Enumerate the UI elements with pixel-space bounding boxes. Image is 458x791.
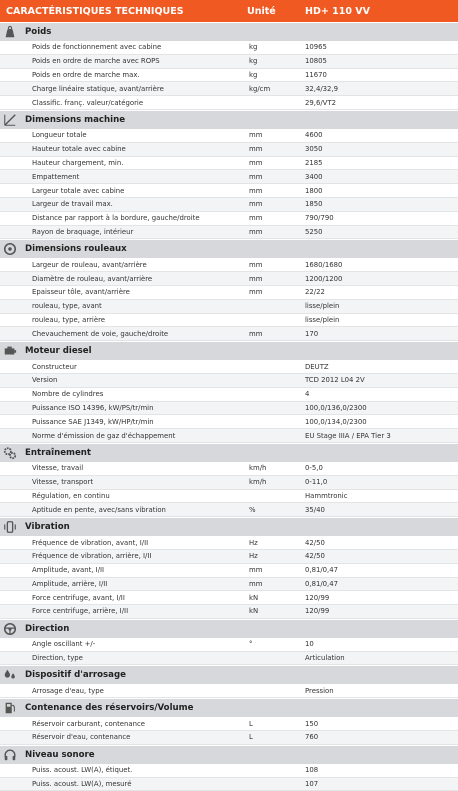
table-row (0, 684, 458, 698)
spec-label: Largeur de rouleau, avant/arrière (32, 260, 147, 269)
spec-value: 100,0/136,0/2300 (305, 403, 367, 412)
spec-value: 1680/1680 (305, 260, 343, 269)
section-title: Dispositif d'arrosage (25, 670, 126, 681)
spec-value: 3400 (305, 172, 323, 181)
spec-unit: mm (249, 329, 263, 338)
table-row (0, 69, 458, 83)
table-row (0, 184, 458, 198)
table-row (0, 314, 458, 328)
section-dimensions-rouleaux (0, 239, 458, 258)
section-rows (0, 536, 458, 619)
spec-value: 107 (305, 780, 319, 789)
table-row (0, 272, 458, 286)
spec-label: Puissance SAE J1349, kW/HP/tr/min (32, 417, 154, 426)
table-row (0, 388, 458, 402)
spec-label: Vitesse, travail (32, 464, 84, 473)
spec-value: 4600 (305, 131, 323, 140)
section-title: Vibration (25, 522, 70, 533)
spec-label: Aptitude en pente, avec/sans vibration (32, 505, 166, 514)
spec-label: Version (32, 376, 58, 385)
table-row (0, 476, 458, 490)
spec-value: 10805 (305, 57, 327, 66)
spec-label: Rayon de braquage, intérieur (32, 227, 134, 236)
table-row (0, 96, 458, 110)
spec-value: 0-5,0 (305, 464, 323, 473)
section-rows (0, 360, 458, 443)
spec-value: 10965 (305, 43, 327, 52)
table-row (0, 536, 458, 550)
spec-label: Nombre de cylindres (32, 390, 104, 399)
spec-unit: mm (249, 260, 263, 269)
spec-unit: mm (249, 145, 263, 154)
section-rows (0, 638, 458, 666)
spec-value: 1850 (305, 200, 323, 209)
table-row (0, 82, 458, 96)
header-model: HD+ 110 VV (305, 5, 370, 17)
spec-unit: kN (249, 593, 259, 602)
section-title: Direction (25, 623, 70, 634)
spec-unit: mm (249, 131, 263, 140)
spec-label: Longueur totale (32, 131, 87, 140)
spec-unit: Hz (249, 552, 258, 561)
weight-icon (0, 23, 20, 41)
table-row (0, 550, 458, 564)
header-title: CARACTÉRISTIQUES TECHNIQUES (6, 5, 184, 17)
spec-unit: km/h (249, 464, 267, 473)
spec-label: Charge linéaire statique, avant/arrière (32, 84, 164, 93)
table-header (0, 0, 458, 22)
section-rows (0, 41, 458, 110)
table-row (0, 198, 458, 212)
spec-value: 0,81/0,47 (305, 566, 339, 575)
table-row (0, 429, 458, 443)
spec-label: Largeur de travail max. (32, 200, 113, 209)
spec-value: Hammtronic (305, 491, 348, 500)
table-row (0, 286, 458, 300)
section-entrainement (0, 443, 458, 462)
spec-unit: mm (249, 227, 263, 236)
vibration-icon (0, 518, 20, 536)
table-row (0, 129, 458, 143)
spec-unit: ° (249, 640, 253, 649)
spec-unit: mm (249, 158, 263, 167)
table-row (0, 415, 458, 429)
section-rows (0, 258, 458, 341)
spec-unit: mm (249, 274, 263, 283)
spec-unit: L (249, 719, 253, 728)
section-title: Contenance des réservoirs/Volume (25, 703, 194, 714)
spec-value: 120/99 (305, 593, 330, 602)
section-rows (0, 129, 458, 239)
section-rows (0, 462, 458, 517)
spec-label: Diamètre de rouleau, avant/arrière (32, 274, 153, 283)
spec-value: 170 (305, 329, 319, 338)
spec-label: Hauteur totale avec cabine (32, 145, 126, 154)
spec-value: lisse/plein (305, 315, 340, 324)
ruler-icon (0, 111, 20, 129)
section-rows (0, 684, 458, 698)
spec-label: Régulation, en continu (32, 491, 110, 500)
spec-label: Vitesse, transport (32, 478, 94, 487)
section-niveau-sonore (0, 745, 458, 764)
table-row (0, 143, 458, 157)
spec-unit: kg (249, 57, 258, 66)
spec-value: 11670 (305, 70, 327, 79)
table-row (0, 170, 458, 184)
table-row (0, 402, 458, 416)
table-row (0, 55, 458, 69)
section-title: Niveau sonore (25, 749, 95, 760)
section-poids (0, 22, 458, 41)
spec-value: 42/50 (305, 552, 325, 561)
section-title: Dimensions rouleaux (25, 244, 127, 255)
section-direction (0, 619, 458, 638)
spec-label: Angle oscillant +/- (32, 640, 96, 649)
spec-value: 3050 (305, 145, 323, 154)
spec-value: 0-11,0 (305, 478, 328, 487)
table-row (0, 638, 458, 652)
spec-value: 120/99 (305, 607, 330, 616)
spec-label: Constructeur (32, 362, 77, 371)
spec-value: 35/40 (305, 505, 325, 514)
spec-unit: L (249, 733, 253, 742)
table-row (0, 360, 458, 374)
spec-value: EU Stage IIIA / EPA Tier 3 (305, 431, 391, 440)
spec-unit: kg (249, 70, 258, 79)
spec-label: Force centrifuge, avant, I/II (32, 593, 125, 602)
spec-label: Direction, type (32, 654, 83, 663)
table-row (0, 591, 458, 605)
table-row (0, 652, 458, 666)
table-row (0, 41, 458, 55)
spec-label: rouleau, type, arrière (32, 315, 106, 324)
table-row (0, 564, 458, 578)
spec-value: 150 (305, 719, 319, 728)
spec-unit: Hz (249, 538, 258, 547)
water-drops-icon (0, 666, 20, 684)
spec-value: 5250 (305, 227, 323, 236)
spec-label: Chevauchement de voie, gauche/droite (32, 329, 169, 338)
section-rows (0, 764, 458, 791)
section-title: Moteur diesel (25, 346, 92, 357)
spec-label: Largeur totale avec cabine (32, 186, 125, 195)
spec-unit: kg (249, 43, 258, 52)
table-row (0, 258, 458, 272)
table-row (0, 212, 458, 226)
engine-icon (0, 342, 20, 360)
drum-icon (0, 240, 20, 258)
spec-unit: mm (249, 172, 263, 181)
spec-value: 760 (305, 733, 319, 742)
spec-value: 4 (305, 390, 310, 399)
spec-value: lisse/plein (305, 302, 340, 311)
section-title: Poids (25, 27, 52, 37)
section-title: Dimensions machine (25, 114, 126, 125)
section-dispositif-d-arrosage (0, 665, 458, 684)
spec-unit: km/h (249, 478, 267, 487)
spec-label: Réservoir carburant, contenance (32, 719, 145, 728)
section-vibration (0, 517, 458, 536)
table-row (0, 731, 458, 745)
spec-label: Fréquence de vibration, arrière, I/II (32, 552, 152, 561)
spec-unit: kg/cm (249, 84, 271, 93)
spec-value: 108 (305, 766, 319, 775)
gears-icon (0, 444, 20, 462)
section-moteur-diesel (0, 341, 458, 360)
header-unit: Unité (247, 5, 276, 17)
spec-value: 22/22 (305, 288, 325, 297)
spec-label: Poids en ordre de marche avec ROPS (32, 57, 160, 66)
spec-label: Norme d'émission de gaz d'échappement (32, 431, 176, 440)
table-row (0, 764, 458, 778)
spec-unit: kN (249, 607, 259, 616)
spec-value: 0,81/0,47 (305, 579, 339, 588)
table-row (0, 300, 458, 314)
table-row (0, 374, 458, 388)
table-row (0, 778, 458, 791)
spec-label: rouleau, type, avant (32, 302, 102, 311)
table-row (0, 462, 458, 476)
spec-sections (0, 22, 458, 791)
table-row (0, 327, 458, 341)
spec-label: Amplitude, avant, I/II (32, 566, 105, 575)
table-row (0, 717, 458, 731)
spec-value: 100,0/134,0/2300 (305, 417, 367, 426)
spec-value: TCD 2012 L04 2V (305, 376, 365, 385)
spec-label: Poids en ordre de marche max. (32, 70, 140, 79)
spec-unit: mm (249, 579, 263, 588)
spec-unit: % (249, 505, 256, 514)
table-row (0, 578, 458, 592)
spec-value: 32,4/32,9 (305, 84, 339, 93)
headphones-icon (0, 746, 20, 764)
section-dimensions-machine (0, 110, 458, 129)
spec-label: Réservoir d'eau, contenance (32, 733, 131, 742)
spec-label: Puiss. acoust. LW(A), mesuré (32, 780, 132, 789)
spec-value: 1200/1200 (305, 274, 343, 283)
spec-label: Puissance ISO 14396, kW/PS/tr/min (32, 403, 154, 412)
spec-unit: mm (249, 200, 263, 209)
table-row (0, 157, 458, 171)
spec-value: Articulation (305, 654, 345, 663)
spec-label: Distance par rapport à la bordure, gauche/droite (32, 214, 200, 223)
spec-label: Epaisseur tôle, avant/arrière (32, 288, 130, 297)
spec-value: 790/790 (305, 214, 334, 223)
spec-label: Classific. franç. valeur/catégorie (32, 98, 144, 107)
spec-label: Fréquence de vibration, avant, I/II (32, 538, 149, 547)
spec-value: 42/50 (305, 538, 325, 547)
table-row (0, 226, 458, 240)
spec-label: Poids de fonctionnement avec cabine (32, 43, 162, 52)
spec-label: Empattement (32, 172, 80, 181)
spec-value: 29,6/VT2 (305, 98, 336, 107)
section-rows (0, 717, 458, 745)
table-row (0, 503, 458, 517)
spec-value: 2185 (305, 158, 323, 167)
spec-value: Pression (305, 686, 334, 695)
table-row (0, 490, 458, 504)
spec-unit: mm (249, 214, 263, 223)
spec-label: Hauteur chargement, min. (32, 158, 124, 167)
spec-value: 1800 (305, 186, 323, 195)
fuel-pump-icon (0, 699, 20, 717)
section-contenance-des-reservoirs-volume (0, 698, 458, 717)
table-row (0, 605, 458, 619)
spec-label: Force centrifuge, arrière, I/II (32, 607, 129, 616)
spec-value: DEUTZ (305, 362, 329, 371)
spec-value: 10 (305, 640, 314, 649)
spec-unit: mm (249, 288, 263, 297)
spec-label: Amplitude, arrière, I/II (32, 579, 108, 588)
section-title: Entraînement (25, 447, 92, 458)
steering-wheel-icon (0, 620, 20, 638)
spec-unit: mm (249, 566, 263, 575)
spec-label: Puiss. acoust. LW(A), étiquet. (32, 766, 133, 775)
spec-unit: mm (249, 186, 263, 195)
spec-label: Arrosage d'eau, type (32, 686, 104, 695)
